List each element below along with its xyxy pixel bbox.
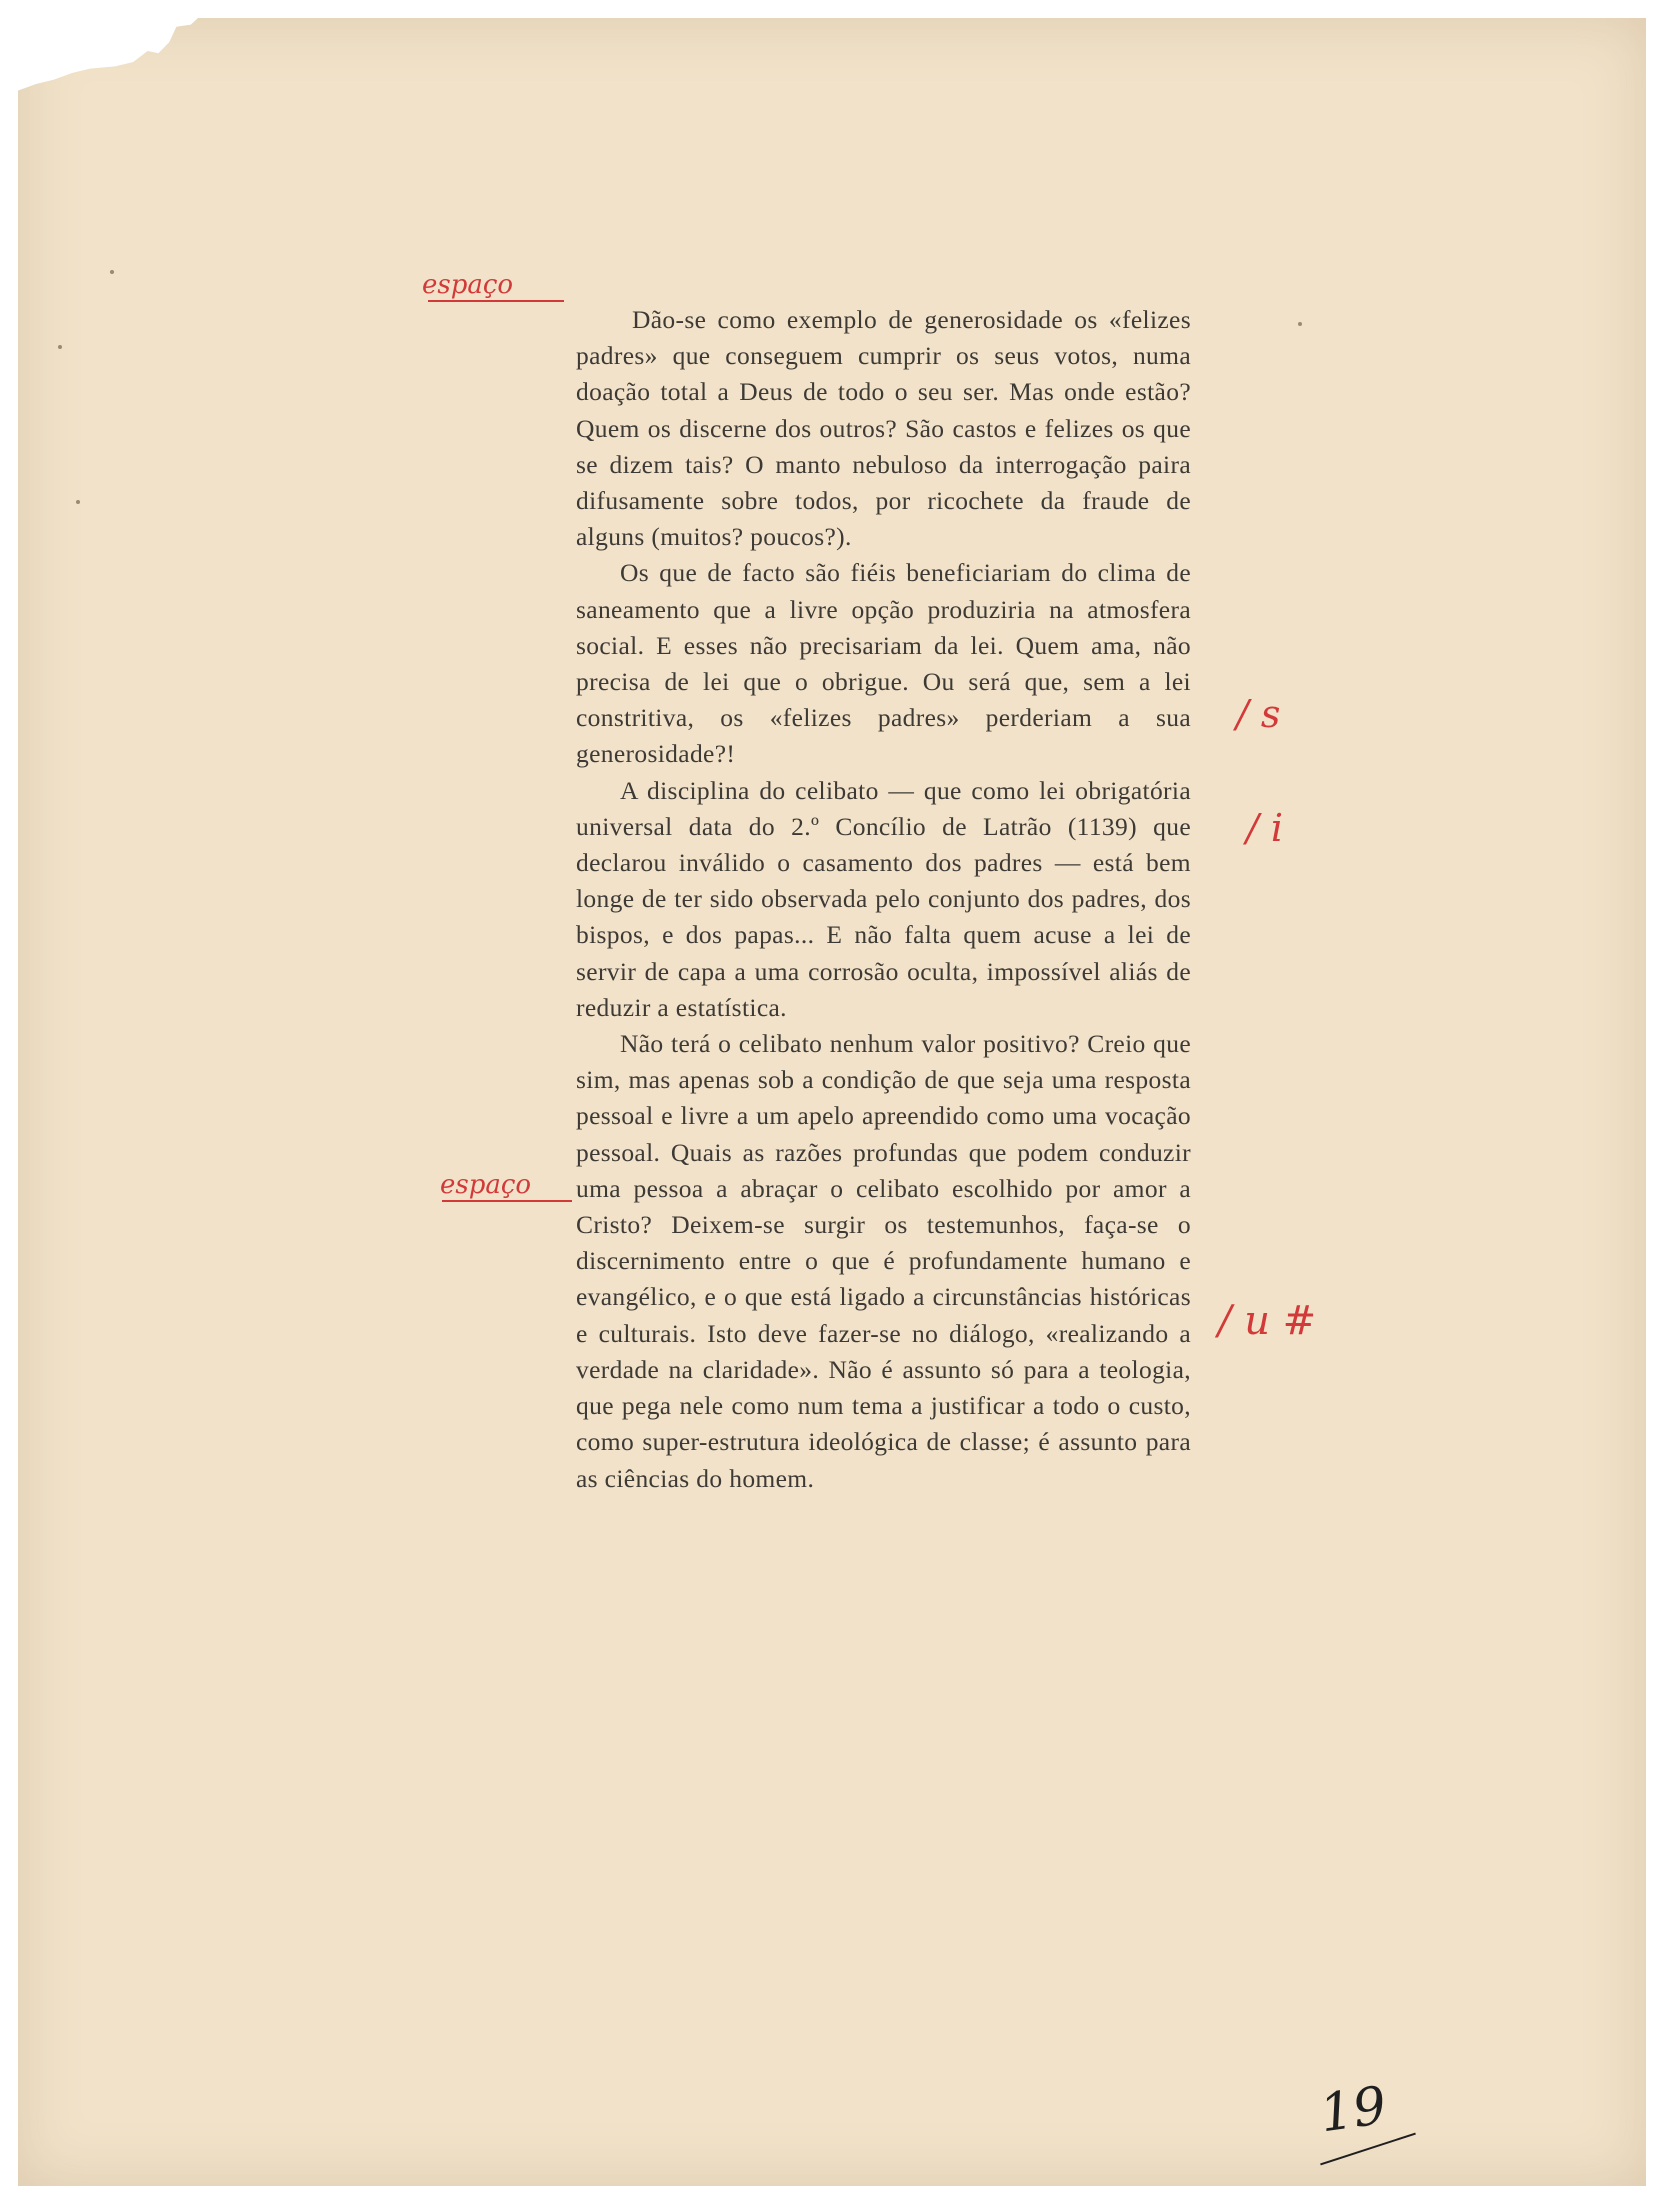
margin-note-espaco-top: espaço (422, 270, 514, 300)
paper-speck (58, 345, 62, 349)
page-number: 19 (1316, 2075, 1391, 2145)
margin-note-underline (428, 300, 564, 302)
paragraph-3: A disciplina do celibato — que como lei obrigatória universal data do 2.º Concílio de Latrão (1139) que declarou inválido o casamento dos padres — está bem longe de ter sido observada pelo conjunto dos padres, dos bispos, e dos papas... E não falta quem acuse a lei de servir de capa a uma corrosão oculta, impossível aliás de reduzir a estatística. (576, 775, 1191, 1022)
margin-note-underline (442, 1200, 572, 1202)
proof-mark-u-space: / u # (1218, 1298, 1317, 1344)
proof-mark-s: / s (1236, 692, 1281, 736)
paper-speck (76, 500, 80, 504)
margin-note-espaco-mid: espaço (440, 1170, 532, 1200)
body-text (576, 302, 1191, 1497)
paragraph-1: Dão-se como exemplo de generosidade os «felizes padres» que conseguem cumprir os seus votos, numa doação total a Deus de todo o seu ser. Mas onde estão? Quem os discerne dos outros? São castos e felizes os que se dizem tais? O manto nebuloso da interrogação paira difusamente sobre todos, por ricochete da fraude de alguns (muitos? poucos?). (576, 305, 1191, 552)
paragraph-4: Não terá o celibato nenhum valor positivo? Creio que sim, mas apenas sob a condição de que seja uma resposta pessoal e livre a um apelo apreendido como uma vocação pessoal. Quais as razões profundas que podem conduzir uma pessoa a abraçar o celibato escolhido por amor a Cristo? Deixem-se surgir os testemunhos, faça-se o discernimento entre o que é profundamente humano e evangélico, e o que está ligado a circunstâncias históricas e culturais. Isto deve fazer-se no diálogo, «realizando a verdade na claridade». Não é assunto só para a teologia, que pega nele como num tema a justificar a todo o custo, como super-estrutura ideológica de classe; é assunto para as ciências do homem. (576, 1029, 1191, 1493)
proof-mark-i: / i (1246, 806, 1284, 850)
paper-speck (1298, 322, 1302, 326)
paragraph-2: Os que de facto são fiéis beneficiariam do clima de saneamento que a livre opção produziria na atmosfera social. E esses não precisariam da lei. Quem ama, não precisa de lei que o obrigue. Ou será que, sem a lei constritiva, os «felizes padres» perderiam a sua generosidade?! (576, 558, 1191, 769)
paper-speck (110, 270, 114, 274)
